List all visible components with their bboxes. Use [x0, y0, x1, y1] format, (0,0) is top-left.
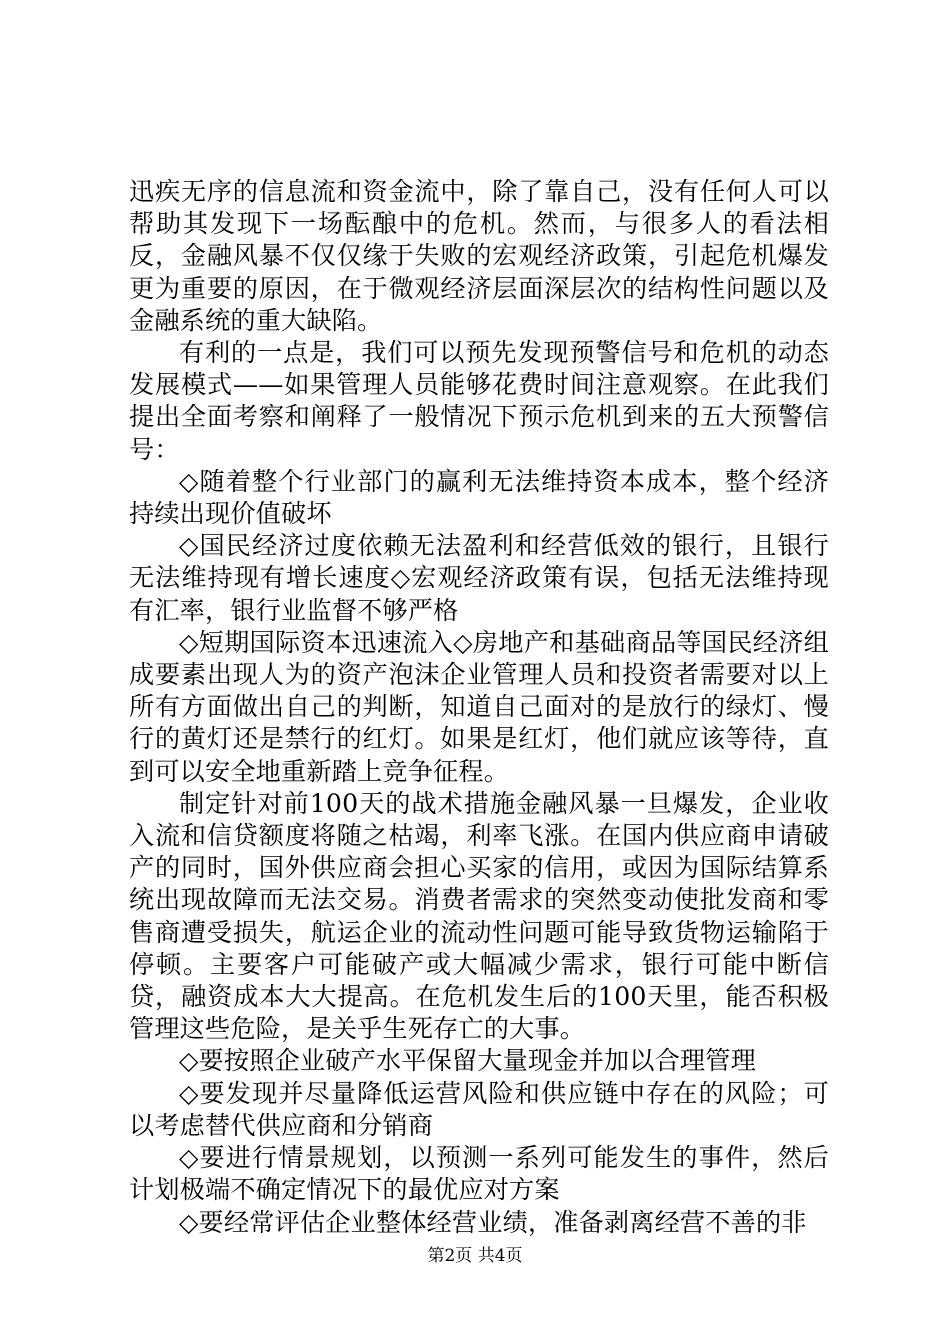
- page-number: 第2页 共4页: [427, 1246, 523, 1266]
- body-text: [129, 176, 829, 1239]
- paragraph-2: 有利的一点是，我们可以预先发现预警信号和危机的动态发展模式——如果管理人员能够花费时间注意观察。在此我们提出全面考察和阐释了一般情况下预示危机到来的五大预警信号：: [129, 338, 829, 464]
- paragraph-1: 迅疾无序的信息流和资金流中，除了靠自己，没有任何人可以帮助其发现下一场酝酿中的危机。然而，与很多人的看法相反，金融风暴不仅仅缘于失败的宏观经济政策，引起危机爆发更为重要的原因，在于微观经济层面深层次的结构性问题以及金融系统的重大缺陷。: [129, 177, 829, 335]
- bullet-capital-inflow: ◇短期国际资本迅速流入◇房地产和基础商品等国民经济组成要素出现人为的资产泡沫企业管理人员和投资者需要对以上所有方面做出自己的判断，知道自己面对的是放行的绿灯、慢行的黄灯还是禁行的红灯。如果是红灯，他们就应该等待，直到可以安全地重新踏上竞争征程。: [129, 627, 829, 786]
- bullet-value-destruction: ◇随着整个行业部门的赢利无法维持资本成本，整个经济持续出现价值破坏: [129, 466, 829, 529]
- bullet-performance-review: ◇要经常评估企业整体经营业绩，准备剥离经营不善的非: [179, 1207, 807, 1237]
- bullet-supply-chain: ◇要发现并尽量降低运营风险和供应链中存在的风险；可以考虑替代供应商和分销商: [129, 1078, 829, 1140]
- bullet-scenario-planning: ◇要进行情景规划，以预测一系列可能发生的事件，然后计划极端不确定情况下的最优应对方案: [129, 1143, 829, 1205]
- paragraph-100-days: 制定针对前100天的战术措施金融风暴一旦爆发，企业收入流和信贷额度将随之枯竭，利率飞涨。在国内供应商申请破产的同时，国外供应商会担心买家的信用，或因为国际结算系统出现故障而无法交易。消费者需求的突然变动使批发商和零售商遭受损失，航运企业的流动性问题可能导致货物运输陷于停顿。主要客户可能破产或大幅减少需求，银行可能中断信贷，融资成本大大提高。在危机发生后的100天里，能否积极管理这些危险，是关乎生死存亡的大事。: [129, 788, 829, 1044]
- bullet-cash: ◇要按照企业破产水平保留大量现金并加以合理管理: [179, 1046, 756, 1076]
- bullet-bank-dependence: ◇国民经济过度依赖无法盈利和经营低效的银行，且银行无法维持现有增长速度◇宏观经济政策有误，包括无法维持现有汇率，银行业监督不够严格: [129, 531, 829, 625]
